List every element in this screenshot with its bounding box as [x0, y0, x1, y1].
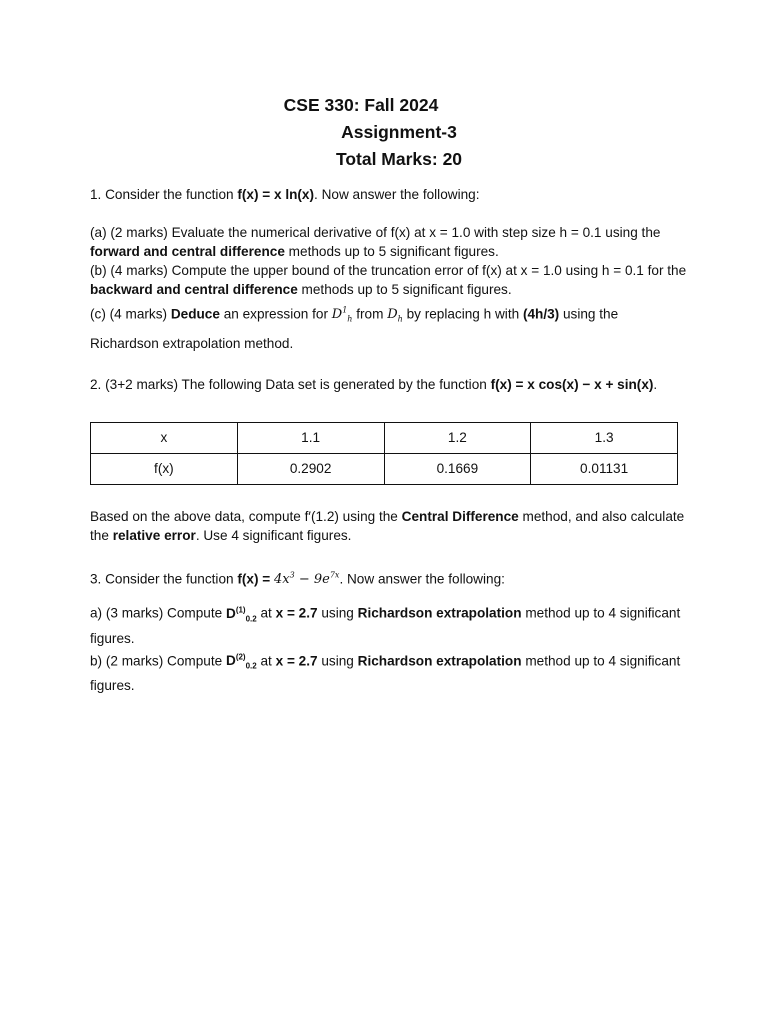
- title-block: [70, 92, 690, 173]
- q1-part-c: (c) (4 marks) Deduce an expression for $D^1_h$ from $D_h$ by replacing h with (4h/3) using the Richardson extrapolation method.: [90, 306, 619, 351]
- table-row: [91, 422, 678, 453]
- d-h-1-symbol: $D^1_h$: [331, 306, 353, 324]
- total-marks: Total Marks: 20: [335, 149, 463, 169]
- table-cell: 0.1669: [384, 453, 531, 484]
- table-cell: x: [91, 422, 238, 453]
- q3-intro: 3. Consider the function $f(x) = 4x^3 - 9e^{7x}$. Now answer the following:: [90, 570, 505, 588]
- assignment-title: Assignment-3: [341, 122, 457, 142]
- q1-intro: 1. Consider the function f(x) = x ln(x). Now answer the following:: [90, 187, 480, 202]
- q1-part-b: (b) (4 marks) Compute the upper bound of the truncation error of f(x) at x = 1.0 using h = 0.1 for the backward and central difference methods up to 5 significant figures.: [90, 263, 687, 297]
- assignment-page: [90, 92, 690, 695]
- q3-part-b: b) (2 marks) Compute $D^{(2)}_{0.2}$ at x = 2.7 using Richardson extrapolation method up to 4 significant figures.: [90, 652, 681, 693]
- q2-followup: Based on the above data, compute f′(1.2) using the Central Difference method, and also calculate the relative error. Use 4 significant figures.: [90, 508, 685, 543]
- q1-part-a: (a) (2 marks) Evaluate the numerical derivative of f(x) at x = 1.0 with step size h = 0.1 using the forward and central difference methods up to 5 significant figures.: [90, 225, 661, 259]
- table-cell: 0.2902: [237, 453, 384, 484]
- table-row: [91, 453, 678, 484]
- q3-function-expression: $4x^3 - 9e^{7x}$: [274, 570, 340, 588]
- table-cell: 1.1: [237, 422, 384, 453]
- data-table: [90, 422, 678, 485]
- q2-intro: 2. (3+2 marks) The following Data set is generated by the function f(x) = x cos(x) − x + sin(x).: [90, 376, 658, 392]
- table-cell: f(x): [91, 453, 238, 484]
- table-cell: 1.2: [384, 422, 531, 453]
- q3-part-a: a) (3 marks) Compute $D^{(1)}_{0.2}$ at x = 2.7 using Richardson extrapolation method up to 4 significant figures.: [90, 605, 681, 646]
- table-cell: 0.01131: [531, 453, 678, 484]
- table-cell: 1.3: [531, 422, 678, 453]
- d-h-symbol: $D_h$: [387, 307, 403, 324]
- course-title: CSE 330: Fall 2024: [283, 95, 439, 115]
